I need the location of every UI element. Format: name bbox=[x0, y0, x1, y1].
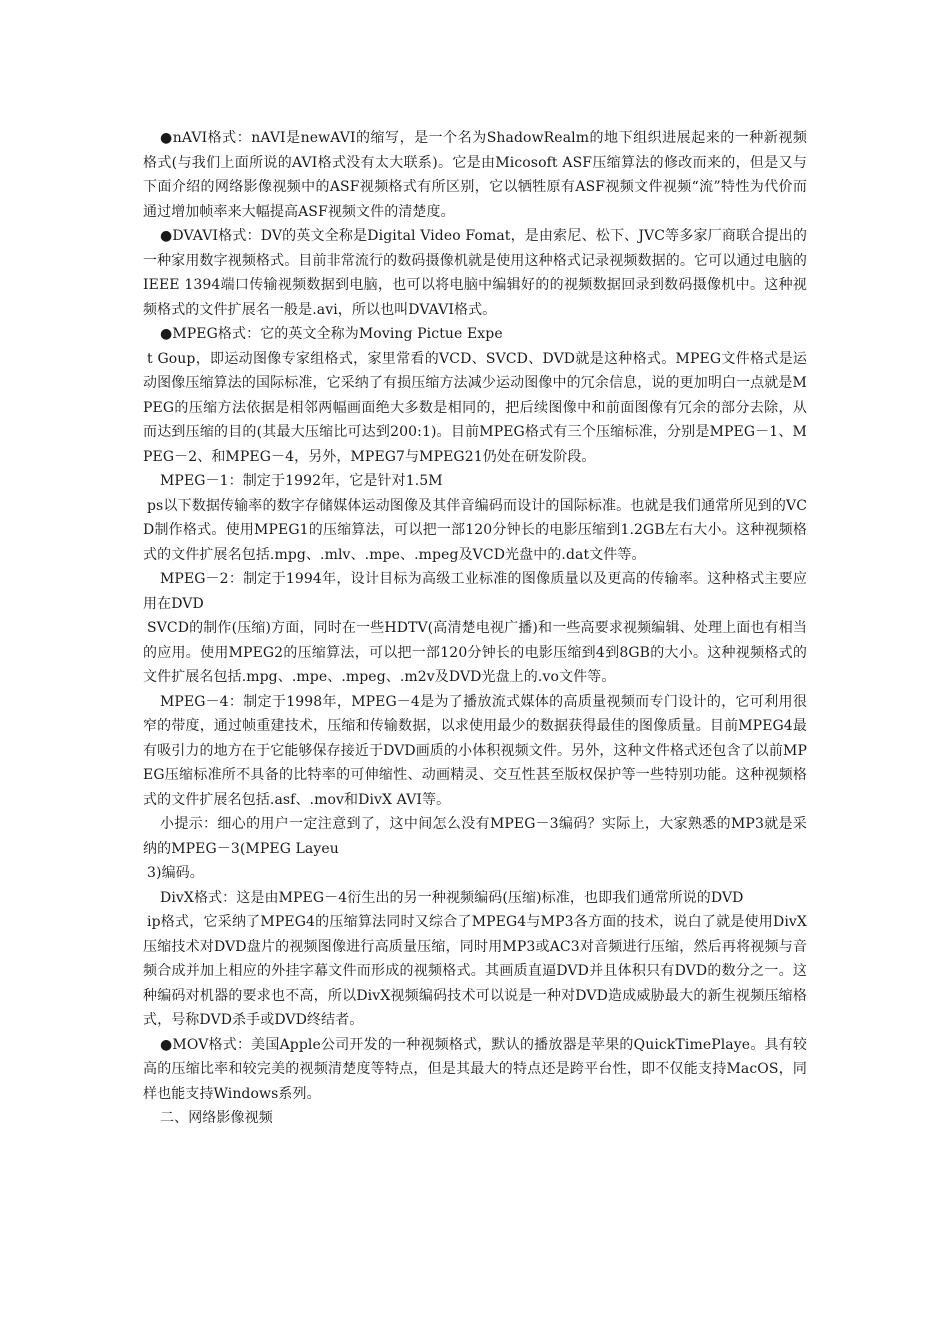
paragraph-navi: ●nAVI格式：nAVI是newAVI的缩写，是一个名为ShadowRealm的地下组织进展起来的一种新视频格式(与我们上面所说的AVI格式没有太大联系)。它是由Micosoft ASF压缩算法的修改而来的，但是又与下面介绍的网络影像视频中的ASF视频格式有所区别，它以牺牲原有ASF视频文件视频“流”特性为代价而通过增加帧率来大幅提高ASF视频文件的清楚度。 bbox=[143, 130, 807, 220]
document-body bbox=[143, 126, 807, 1131]
paragraph-dvavi: ●DVAVI格式：DV的英文全称是Digital Video Fomat，是由索尼、松下、JVC等多家厂商联合提出的一种家用数字视频格式。目前非常流行的数码摄像机就是使用这种格式记录视频数据的。它可以通过电脑的IEEE 1394端口传输视频数据到电脑，也可以将电脑中编辑好的的视频数据回录到数码摄像机中。这种视频格式的文件扩展名一般是.avi，所以也叫DVAVI格式。 bbox=[143, 228, 807, 318]
paragraph-mpeg1-intro: MPEG－1：制定于1992年，它是针对1.5M bbox=[160, 473, 443, 489]
paragraph-tip: 小提示：细心的用户一定注意到了，这中间怎么没有MPEG－3编码？实际上，大家熟悉的MP3就是采纳的MPEG－3(MPEG Layeu bbox=[143, 816, 807, 857]
paragraph-mpeg2-body: SVCD的制作(压缩)方面，同时在一些HDTV(高清楚电视广播)和一些高要求视频编辑、处理上面也有相当的应用。使用MPEG2的压缩算法，可以把一部120分钟长的电影压缩到4到8GB的大小。这种视频格式的文件扩展名包括.mpg、.mpe、.mpeg、.m2v及DVD光盘上的.vo文件等。 bbox=[143, 620, 807, 685]
paragraph-tip-end: 3)编码。 bbox=[147, 865, 204, 881]
paragraph-mpeg-intro: ●MPEG格式：它的英文全称为Moving Pictue Expe bbox=[160, 326, 503, 342]
paragraph-mov: ●MOV格式：美国Apple公司开发的一种视频格式，默认的播放器是苹果的QuickTimePlaye。具有较高的压缩比率和较完美的视频清楚度等特点，但是其最大的特点还是跨平台性，即不仅能支持MacOS，同样也能支持Windows系列。 bbox=[143, 1036, 807, 1102]
paragraph-divx-intro: DivX格式：这是由MPEG－4衍生出的另一种视频编码(压缩)标准，也即我们通常所说的DVD bbox=[160, 889, 744, 906]
paragraph-mpeg2-intro: MPEG－2：制定于1994年，设计目标为高级工业标准的图像质量以及更高的传输率。这种格式主要应用在DVD bbox=[143, 571, 807, 612]
paragraph-divx-body: ip格式，它采纳了MPEG4的压缩算法同时又综合了MPEG4与MP3各方面的技术，说白了就是使用DivX压缩技术对DVD盘片的视频图像进行高质量压缩，同时用MP3或AC3对音频进行压缩，然后再将视频与音频合成并加上相应的外挂字幕文件而形成的视频格式。其画质直逼DVD并且体积只有DVD的数分之一。这种编码对机器的要求也不高，所以DivX视频编码技术可以说是一种对DVD造成威胁最大的新生视频压缩格式，号称DVD杀手或DVD终结者。 bbox=[143, 914, 807, 1028]
paragraph-mpeg1-body: ps以下数据传输率的数字存储媒体运动图像及其伴音编码而设计的国际标准。也就是我们通常所见到的VCD制作格式。使用MPEG1的压缩算法，可以把一部120分钟长的电影压缩到1.2GB左右大小。这种视频格式的文件扩展名包括.mpg、.mlv、.mpe、.mpeg及VCD光盘中的.dat文件等。 bbox=[143, 497, 807, 563]
paragraph-mpeg-body: t Goup，即运动图像专家组格式，家里常看的VCD、SVCD、DVD就是这种格式。MPEG文件格式是运动图像压缩算法的国际标准，它采纳了有损压缩方法减少运动图像中的冗余信息，说的更加明白一点就是MPEG的压缩方法依据是相邻两幅画面绝大多数是相同的，把后续图像中和前面图像有冗余的部分去除，从而达到压缩的目的(其最大压缩比可达到200:1)。目前MPEG格式有三个压缩标准，分别是MPEG－1、MPEG－2、和MPEG－4，另外，MPEG7与MPEG21仍处在研发阶段。 bbox=[143, 350, 807, 465]
paragraph-mpeg4: MPEG－4：制定于1998年，MPEG－4是为了播放流式媒体的高质量视频而专门设计的，它可利用很窄的带度，通过帧重建技术，压缩和传输数据，以求使用最少的数据获得最佳的图像质量。目前MPEG4最有吸引力的地方在于它能够保存接近于DVD画质的小体积视频文件。另外，这种文件格式还包含了以前MPEG压缩标准所不具备的比特率的可伸缩性、动画精灵、交互性甚至版权保护等一些特别功能。这种视频格式的文件扩展名包括.asf、.mov和DivX AVI等。 bbox=[143, 693, 807, 808]
section-heading-network-video: 二、网络影像视频 bbox=[160, 1110, 273, 1126]
